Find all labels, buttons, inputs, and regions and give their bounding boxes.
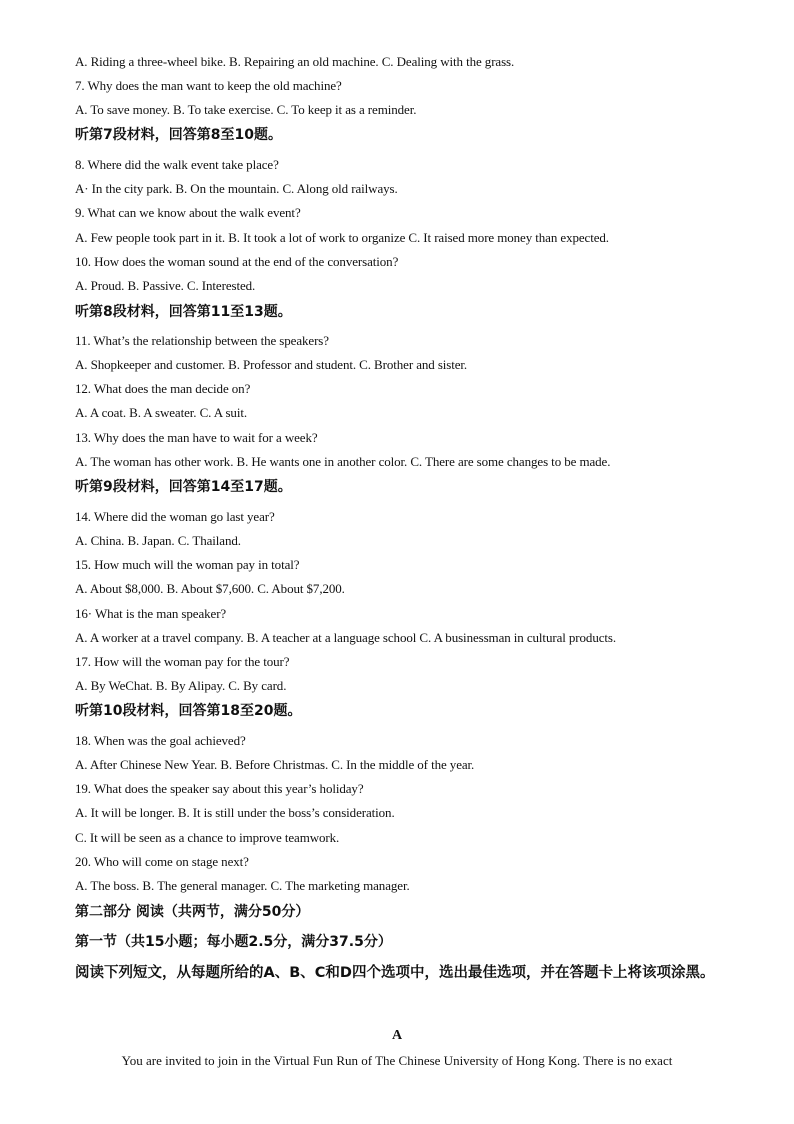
q19-option-c: C. It will be seen as a chance to improve teamwork. [75,830,340,845]
q20-question: 20. Who will come on stage next? [75,854,249,869]
q8-options: A· In the city park. B. On the mountain. C. Along old railways. [75,181,398,196]
q15-options: A. About $8,000. B. About $7,600. C. About $7,200. [75,581,345,596]
q13-question: 13. Why does the man have to wait for a week? [75,430,318,445]
q16-options: A. A worker at a travel company. B. A teacher at a language school C. A businessman in cultural products. [75,630,617,645]
q12-options: A. A coat. B. A sweater. C. A suit. [75,405,248,420]
q20-options: A. The boss. B. The general manager. C. The marketing manager. [75,878,410,893]
section-one-heading: 第一节（共15小题；每小题2.5分，满分37.5分） [75,934,392,950]
q18-question: 18. When was the goal achieved? [75,733,246,748]
q16-question: 16· What is the man speaker? [75,606,227,621]
q7-question: 7. Why does the man want to keep the old machine? [75,78,342,93]
q14-options: A. China. B. Japan. C. Thailand. [75,533,241,548]
q18-options: A. After Chinese New Year. B. Before Christmas. C. In the middle of the year. [75,757,475,772]
reading-instruction: 阅读下列短文，从每题所给的A、B、C和D四个选项中，选出最佳选项，并在答题卡上将该项涂黑。 [75,965,715,981]
q10-options: A. Proud. B. Passive. C. Interested. [75,278,256,293]
passage-title: A [391,1028,403,1043]
section-heading-8: 听第8段材料，回答第11至13题。 [75,304,292,320]
passage-first-line: You are invited to join in the Virtual Fun Run of The Chinese University of Hong Kong. There is no exact [121,1053,673,1068]
section-heading-10: 听第10段材料，回答第18至20题。 [75,703,302,719]
q8-question: 8. Where did the walk event take place? [75,157,279,172]
q10-question: 10. How does the woman sound at the end of the conversation? [75,254,399,269]
q6-options: A. Riding a three-wheel bike. B. Repairing an old machine. C. Dealing with the grass. [75,54,515,69]
section-heading-9: 听第9段材料，回答第14至17题。 [75,479,292,495]
q17-question: 17. How will the woman pay for the tour? [75,654,290,669]
q15-question: 15. How much will the woman pay in total? [75,557,300,572]
q17-options: A. By WeChat. B. By Alipay. C. By card. [75,678,287,693]
q7-options: A. To save money. B. To take exercise. C. To keep it as a reminder. [75,102,417,117]
q11-options: A. Shopkeeper and customer. B. Professor and student. C. Brother and sister. [75,357,468,372]
q19-options-ab: A. It will be longer. B. It is still under the boss’s consideration. [75,805,395,820]
section-heading-7: 听第7段材料，回答第8至10题。 [75,127,282,143]
part-two-heading: 第二部分 阅读（共两节，满分50分） [75,904,310,920]
q9-question: 9. What can we know about the walk event? [75,205,301,220]
q9-options: A. Few people took part in it. B. It took a lot of work to organize C. It raised more money than expected. [75,230,609,245]
q13-options: A. The woman has other work. B. He wants one in another color. C. There are some changes to be made. [75,454,611,469]
q11-question: 11. What’s the relationship between the speakers? [75,333,329,348]
q12-question: 12. What does the man decide on? [75,381,251,396]
q19-question: 19. What does the speaker say about this year’s holiday? [75,781,364,796]
q14-question: 14. Where did the woman go last year? [75,509,275,524]
